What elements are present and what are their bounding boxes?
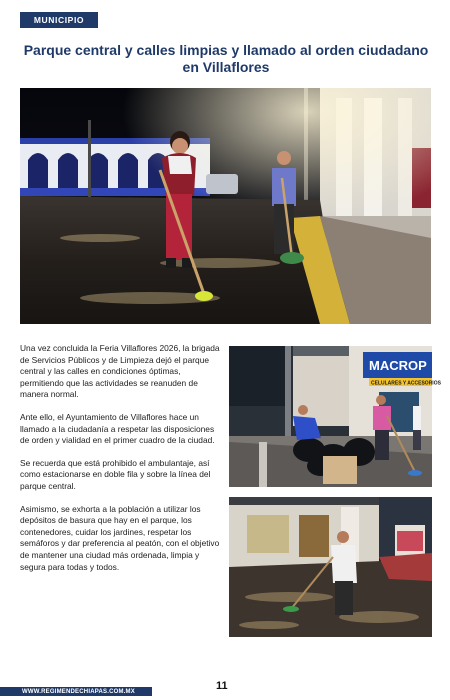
article-paragraph: Ante ello, el Ayuntamiento de Villaflores hace un llamado a la ciudadanía a respetar las disposiciones de orden y vialidad en el primer cuadro de la ciudad. <box>20 411 215 446</box>
street-sweeping-photo <box>229 497 432 637</box>
store-sign-subtitle: CELULARES Y ACCESORIOS <box>371 380 441 387</box>
store-sign-brand: MACROP <box>369 358 427 373</box>
footer-website: WWW.REGIMENDECHIAPAS.COM.MX <box>0 687 152 696</box>
trash-collection-photo <box>229 346 441 487</box>
article-paragraph: Se recuerda que está prohibido el ambulantaje, así como estacionarse en doble fila y sobre la línea del parque central. <box>20 457 211 491</box>
article-paragraph: Asimismo, se exhorta a la población a utilizar los depósitos de basura que hay en el parque, los contenedores, cuidar los jardines, respetar los semáforos y dar preferencia al peatón, con el objetivo de mantener una ciudad más ordenada, limpia y segura para todas y todos. <box>20 503 220 572</box>
hero-photo <box>20 88 431 324</box>
article-body <box>20 343 220 584</box>
section-tag: MUNICIPIO <box>20 12 98 28</box>
article-headline: Parque central y calles limpias y llamado al orden ciudadano en Villaflores <box>23 42 429 75</box>
article-paragraph: Una vez concluida la Feria Villaflores 2026, la brigada de Servicios Públicos y de Limpieza dejó el parque central y las calles en condiciones óptimas, permitiendo que las actividades se reanuden de manera normal. <box>20 343 220 400</box>
page-number: 11 <box>216 680 228 692</box>
